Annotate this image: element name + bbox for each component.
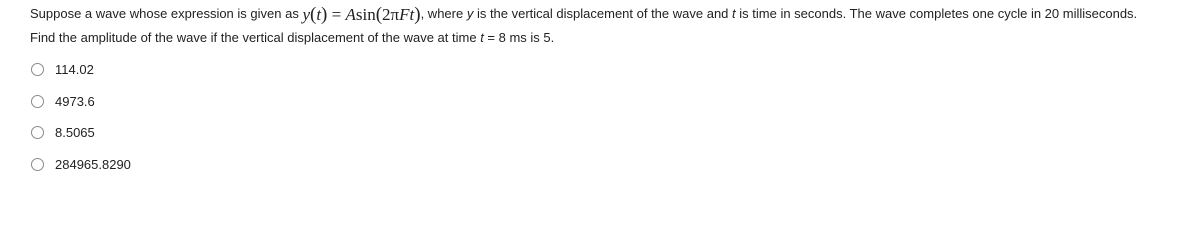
answer-option[interactable]: [31, 117, 131, 149]
answer-option-label: 8.5065: [55, 125, 95, 141]
formula-coefficient: 2π: [382, 5, 400, 24]
formula-sin: sin: [355, 5, 376, 24]
variable-t: t: [480, 30, 484, 45]
variable-y: y: [466, 6, 474, 21]
answer-option[interactable]: [31, 149, 131, 181]
radio-button[interactable]: [31, 63, 44, 76]
question-line-1: [30, 2, 1195, 26]
radio-button[interactable]: [31, 158, 44, 171]
formula-amplitude: A: [345, 5, 356, 24]
formula-frequency: F: [399, 5, 410, 24]
question-text-segment: = 8 ms is 5.: [483, 30, 555, 45]
wave-formula: y(t) = Asin(2πFt): [302, 4, 421, 25]
formula-t: t: [316, 5, 322, 24]
question-text-segment: , where: [420, 6, 467, 21]
answer-option[interactable]: [31, 54, 131, 86]
formula-y: y: [302, 5, 310, 24]
variable-t: t: [732, 6, 736, 21]
answer-option-label: 284965.8290: [55, 156, 131, 172]
answer-options: [31, 54, 131, 180]
question-text-segment: Suppose a wave whose expression is given as: [30, 6, 303, 21]
question-text-segment: is the vertical displacement of the wave and: [473, 6, 733, 21]
formula-time: t: [409, 5, 415, 24]
radio-button[interactable]: [31, 95, 44, 108]
question-text-segment: is time in seconds. The wave completes one cycle in 20 milliseconds.: [735, 6, 1138, 21]
answer-option[interactable]: [31, 86, 131, 118]
answer-option-label: 4973.6: [55, 93, 95, 109]
answer-option-label: 114.02: [55, 62, 94, 78]
radio-button[interactable]: [31, 126, 44, 139]
question-text-segment: Find the amplitude of the wave if the vertical displacement of the wave at time: [30, 30, 481, 45]
question-text: [30, 2, 1195, 49]
question-line-2: [30, 26, 1195, 49]
formula-equals: =: [331, 5, 342, 24]
